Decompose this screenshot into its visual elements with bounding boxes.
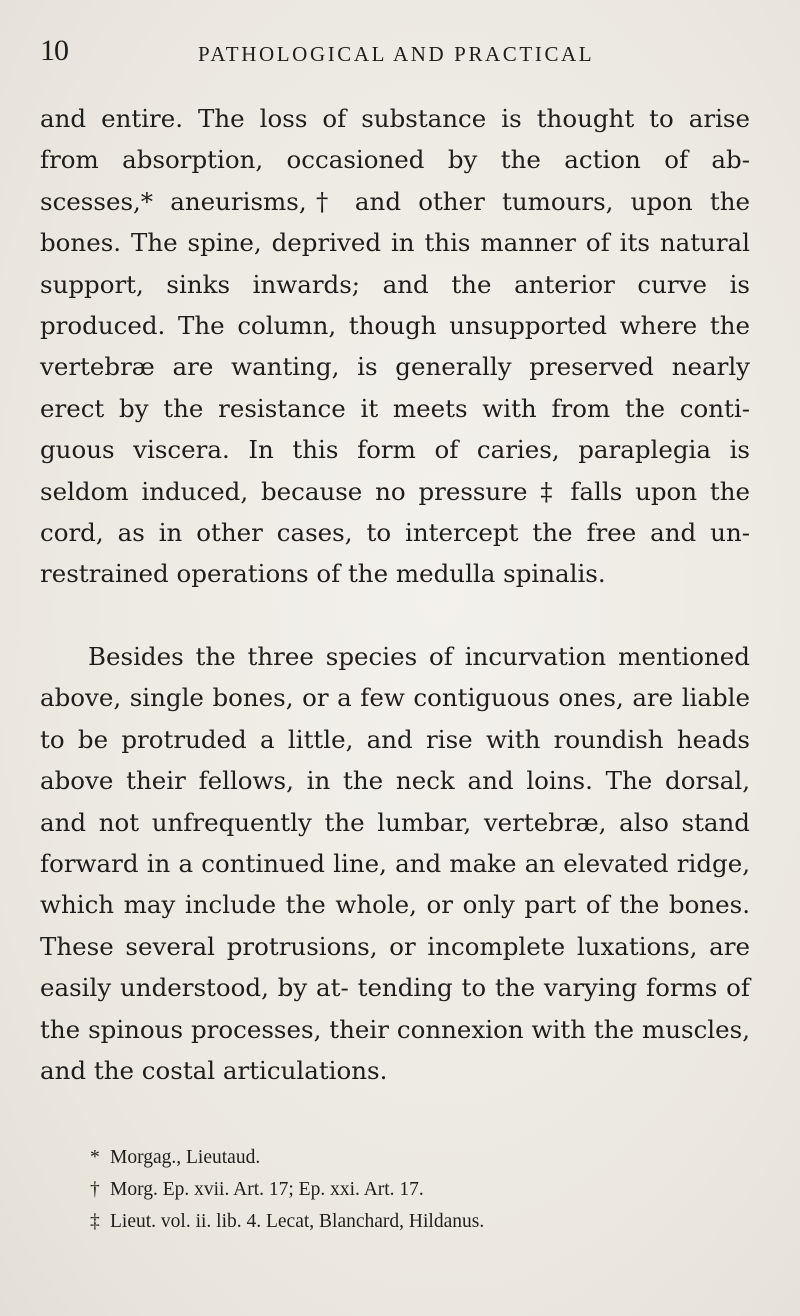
page-number: 10	[40, 34, 68, 67]
footnotes	[90, 1142, 750, 1238]
paragraph: and entire. The loss of substance is thought to arise from absorption, occasioned by the action of ab- scesses,* aneurisms,† and other tumours, upon the bones. The spine, deprived in this manner of its natural support, sinks inwards; and the anterior curve is produced. The column, though unsupported where the vertebræ are wanting, is generally preserved nearly erect by the resistance it meets with from the conti- guous viscera. In this form of caries, paraplegia is seldom induced, because no pressure ‡ falls upon the cord, as in other cases, to intercept the free and un- restrained operations of the medulla spinalis.	[40, 104, 750, 589]
running-title: PATHOLOGICAL AND PRACTICAL	[198, 42, 595, 66]
running-head	[40, 34, 760, 74]
footnote-text: Morg. Ep. xvii. Art. 17; Ep. xxi. Art. 17.	[110, 1179, 424, 1200]
footnote-mark: ‡	[90, 1211, 100, 1232]
footnote	[90, 1206, 750, 1238]
footnote-text: Lieut. vol. ii. lib. 4. Lecat, Blanchard, Hildanus.	[110, 1211, 485, 1232]
footnote	[90, 1174, 750, 1206]
paragraph: Besides the three species of incurvation mentioned above, single bones, or a few contiguous ones, are liable to be protruded a little, and rise with roundish heads above their fellows, in the neck and loins. The dorsal, and not unfrequently the lumbar, vertebræ, also stand forward in a continued line, and make an elevated ridge, which may include the whole, or only part of the bones. These several protrusions, or incomplete luxations, are easily understood, by at- tending to the varying forms of the spinous processes, their connexion with the muscles, and the costal articulations.	[40, 641, 750, 1085]
footnote-mark: *	[90, 1147, 100, 1168]
footnote	[90, 1142, 750, 1174]
footnote-text: Morgag., Lieutaud.	[110, 1147, 261, 1168]
body-text	[40, 98, 750, 1091]
footnote-mark: †	[90, 1179, 100, 1200]
